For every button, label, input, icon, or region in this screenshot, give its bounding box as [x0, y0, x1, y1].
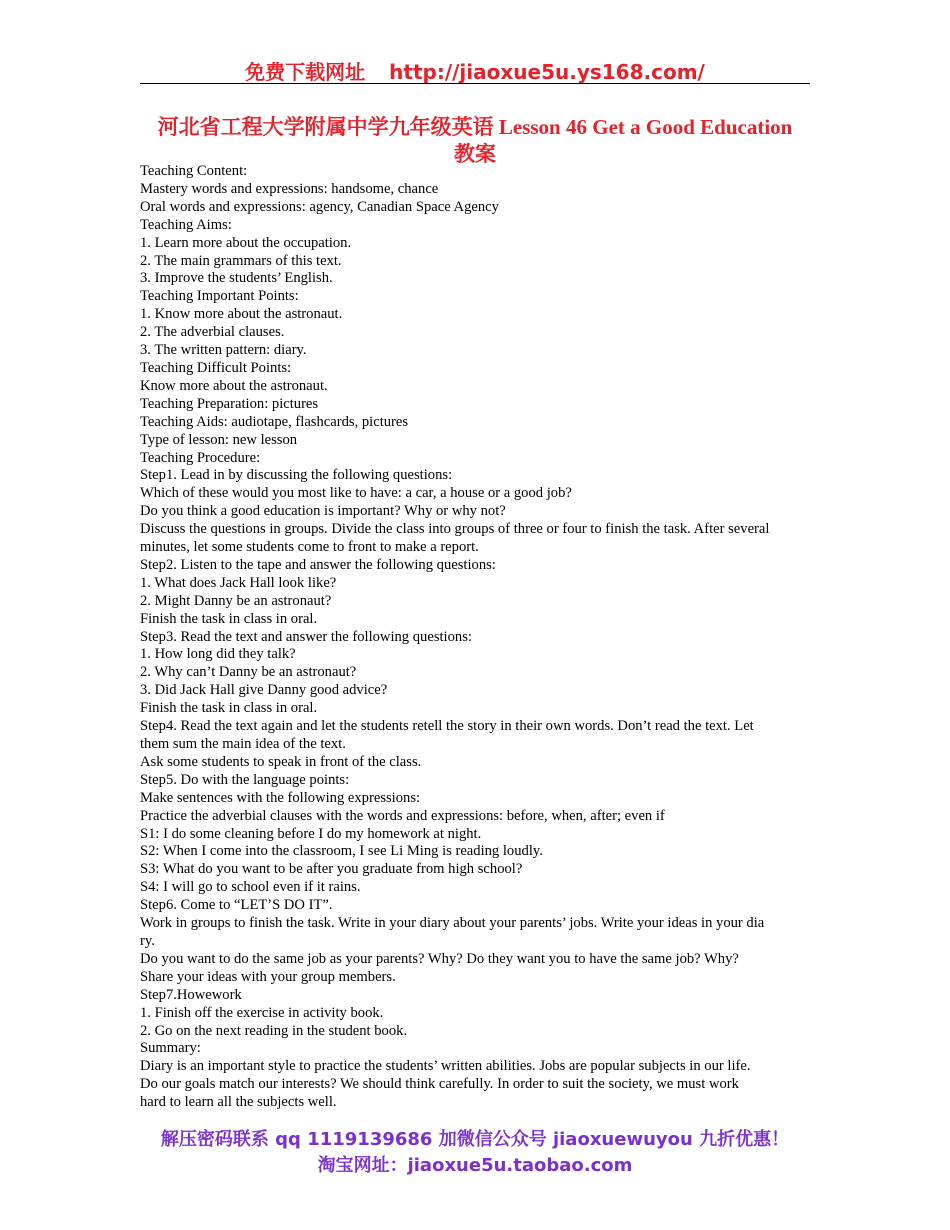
body-line: Teaching Content: [140, 163, 248, 179]
body-line: Summary: [140, 1040, 201, 1057]
body-line: Teaching Aims: [140, 216, 232, 233]
body-line: Step7.Howework [140, 986, 242, 1003]
body-line: Do our goals match our interests? We should think carefully. In order to suit the society, we must work [140, 1076, 739, 1093]
title-line-2: 教案 [454, 142, 496, 166]
body-line: 2. The main grammars of this text. [140, 252, 342, 269]
header-url-link[interactable]: http://jiaoxue5u.ys168.com/ [389, 60, 705, 84]
body-line: Work in groups to finish the task. Write in your diary about your parents’ jobs. Write your ideas in your dia [140, 915, 765, 932]
header-divider [140, 83, 810, 84]
body-line: S3: What do you want to be after you graduate from high school? [140, 861, 523, 878]
body-line: Do you think a good education is important? Why or why not? [140, 503, 506, 520]
body-line: 3. Improve the students’ English. [140, 270, 333, 287]
body-line: 3. Did Jack Hall give Danny good advice? [140, 682, 388, 699]
body-line: 1. What does Jack Hall look like? [140, 574, 337, 591]
body-line: S4: I will go to school even if it rains. [140, 879, 361, 896]
document-title [140, 114, 810, 168]
body-line: Practice the adverbial clauses with the words and expressions: before, when, after; even if [140, 807, 665, 824]
document-body [140, 163, 812, 1112]
body-line: hard to learn all the subjects well. [140, 1094, 337, 1111]
footer-contact-line: 解压密码联系 qq 1119139686 加微信公众号 jiaoxuewuyou 九折优惠！ [160, 1129, 790, 1150]
body-line: Discuss the questions in groups. Divide the class into groups of three or four to finish the task. After several [140, 521, 770, 538]
body-line: 1. Finish off the exercise in activity book. [140, 1004, 384, 1021]
body-line: Step6. Come to “LET’S DO IT”. [140, 897, 333, 914]
body-line: Know more about the astronaut. [140, 377, 328, 394]
body-line: Step4. Read the text again and let the students retell the story in their own words. Don’t read the text. Let [140, 718, 754, 735]
body-line: Ask some students to speak in front of the class. [140, 753, 422, 770]
body-line: Finish the task in class in oral. [140, 700, 318, 717]
body-line: Do you want to do the same job as your parents? Why? Do they want you to have the same job? Why? [140, 950, 739, 967]
body-line: Step1. Lead in by discussing the following questions: [140, 467, 453, 484]
page-footer [100, 1127, 850, 1179]
body-line: Diary is an important style to practice the students’ written abilities. Jobs are popular subjects in our life. [140, 1058, 751, 1075]
body-line: 1. Learn more about the occupation. [140, 234, 352, 251]
page-header [140, 56, 810, 82]
body-line: Teaching Difficult Points: [140, 359, 292, 376]
body-line: Make sentences with the following expressions: [140, 789, 421, 806]
body-line: Which of these would you most like to have: a car, a house or a good job? [140, 485, 572, 502]
body-line: 1. Know more about the astronaut. [140, 306, 343, 323]
header-label: 免费下载网址 [245, 60, 366, 84]
body-line: Teaching Important Points: [140, 288, 299, 305]
body-line: 1. How long did they talk? [140, 646, 296, 663]
body-line: 2. Go on the next reading in the student book. [140, 1022, 408, 1039]
body-line: 2. The adverbial clauses. [140, 324, 285, 341]
body-line: them sum the main idea of the text. [140, 736, 346, 752]
body-line: S2: When I come into the classroom, I see Li Ming is reading loudly. [140, 843, 543, 860]
body-line: S1: I do some cleaning before I do my homework at night. [140, 825, 482, 842]
body-line: Step3. Read the text and answer the following questions: [140, 628, 472, 645]
body-line: Step2. Listen to the tape and answer the following questions: [140, 556, 496, 573]
body-line: 3. The written pattern: diary. [140, 342, 307, 359]
body-line: 2. Why can’t Danny be an astronaut? [140, 664, 357, 681]
body-line: 2. Might Danny be an astronaut? [140, 592, 332, 609]
body-line: Oral words and expressions: agency, Canadian Space Agency [140, 198, 499, 215]
body-line: Finish the task in class in oral. [140, 610, 318, 627]
footer-shop-url[interactable]: 淘宝网址：jiaoxue5u.taobao.com [317, 1155, 633, 1176]
body-line: Teaching Preparation: pictures [140, 395, 319, 412]
body-line: ry. [140, 932, 155, 949]
body-line: minutes, let some students come to front to make a report. [140, 539, 479, 556]
body-line: Type of lesson: new lesson [140, 431, 298, 448]
title-line-1: 河北省工程大学附属中学九年级英语 Lesson 46 Get a Good Education [157, 115, 793, 139]
body-line: Teaching Aids: audiotape, flashcards, pictures [140, 413, 409, 430]
body-line: Step5. Do with the language points: [140, 771, 350, 788]
body-line: Teaching Procedure: [140, 449, 261, 466]
body-line: Share your ideas with your group members. [140, 968, 396, 985]
body-line: Mastery words and expressions: handsome, chance [140, 180, 439, 197]
